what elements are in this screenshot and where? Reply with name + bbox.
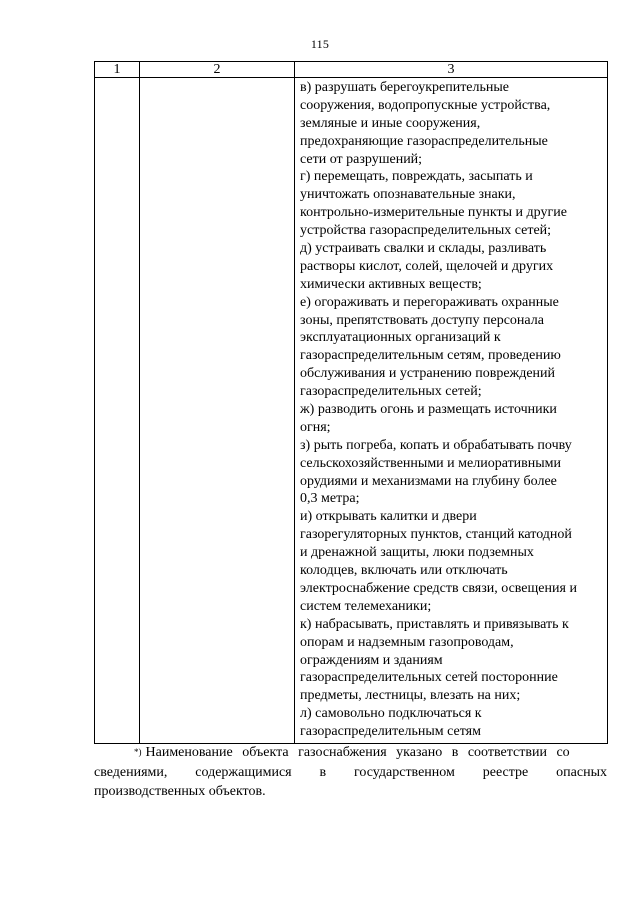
table-cell-col3 xyxy=(295,78,608,744)
restrictions-table xyxy=(94,61,608,744)
footnote-word: содержащимися xyxy=(195,764,292,780)
footnote-marker: *) xyxy=(134,747,142,757)
footnote-word: указано xyxy=(396,745,443,760)
footnote-word: со xyxy=(556,745,570,760)
text-line: е) огораживать и перегораживать охранные xyxy=(300,294,559,310)
restrictions-text xyxy=(295,78,607,743)
footnote-line-3: производственных объектов. xyxy=(94,784,266,799)
text-line: и дренажной защиты, люки подземных xyxy=(300,545,534,561)
text-line: ограждениям и зданиям xyxy=(300,652,443,668)
footnote-word: в xyxy=(451,745,459,760)
page-number: 115 xyxy=(310,37,330,51)
footnote-word: опасных xyxy=(556,764,607,780)
footnote-word: в xyxy=(319,764,327,780)
text-line: эксплуатационных организаций к xyxy=(300,330,501,346)
text-line: газораспределительных сетей; xyxy=(300,384,482,400)
footnote-word: соответствии xyxy=(467,745,547,760)
text-line: сельскохозяйственными и мелиоративными xyxy=(300,455,562,471)
text-line: газорегуляторных пунктов, станций катодной xyxy=(300,527,572,543)
text-line: и) открывать калитки и двери xyxy=(300,509,477,525)
text-line: зоны, препятствовать доступу персонала xyxy=(300,312,544,328)
footnote-word: объекта xyxy=(242,745,289,760)
footnote-line-1 xyxy=(94,743,607,763)
text-line: обслуживания и устранению повреждений xyxy=(300,366,556,382)
table-cell-col2 xyxy=(140,78,295,744)
text-line: устройства газораспределительных сетей; xyxy=(300,223,552,239)
footnote-word: газоснабжения xyxy=(298,745,387,760)
text-line: г) перемещать, повреждать, засыпать и xyxy=(300,169,533,185)
text-line: химически активных веществ; xyxy=(300,276,482,292)
text-line: огня; xyxy=(300,419,331,435)
column-header-3: 3 xyxy=(295,62,608,78)
footnote-word: реестре xyxy=(482,764,529,780)
text-line: сооружения, водопропускные устройства, xyxy=(300,97,551,113)
text-line: орудиями и механизмами на глубину более xyxy=(300,473,557,489)
text-line: земляные и иные сооружения, xyxy=(300,115,481,131)
footnote-word: сведениями, xyxy=(94,764,168,780)
text-line: ж) разводить огонь и размещать источники xyxy=(300,402,557,418)
text-line: растворы кислот, солей, щелочей и других xyxy=(300,258,554,274)
footnote-line-2 xyxy=(94,763,607,783)
table-cell-col1 xyxy=(95,78,140,744)
table-row xyxy=(95,78,608,744)
text-line: з) рыть погреба, копать и обрабатывать почву xyxy=(300,437,572,453)
text-line: газораспределительным сетям xyxy=(300,724,481,740)
text-line: газораспределительных сетей посторонние xyxy=(300,670,558,686)
text-line: опорам и надземным газопроводам, xyxy=(300,634,514,650)
column-header-1: 1 xyxy=(95,62,140,78)
text-line: д) устраивать свалки и склады, разливать xyxy=(300,241,547,257)
text-line: л) самовольно подключаться к xyxy=(300,706,482,722)
text-line: контрольно-измерительные пункты и другие xyxy=(300,205,567,221)
table-header-row xyxy=(95,62,608,78)
footnote-word: государственном xyxy=(354,764,455,780)
text-line: электроснабжение средств связи, освещения и xyxy=(300,580,577,596)
column-header-2: 2 xyxy=(140,62,295,78)
text-line: систем телемеханики; xyxy=(300,598,432,614)
text-line: к) набрасывать, приставлять и привязывать к xyxy=(300,616,569,632)
text-line: колодцев, включать или отключать xyxy=(300,563,508,579)
text-line: предметы, лестницы, влезать на них; xyxy=(300,688,521,704)
text-line: 0,3 метра; xyxy=(300,491,360,507)
text-line: в) разрушать берегоукрепительные xyxy=(300,80,510,95)
text-line: предохраняющие газораспределительные xyxy=(300,133,548,149)
text-line: газораспределительным сетям, проведению xyxy=(300,348,561,364)
text-line: сети от разрушений; xyxy=(300,151,423,167)
footnote-word: Наименование xyxy=(145,745,233,760)
footnote xyxy=(94,743,607,802)
text-line: уничтожать опознавательные знаки, xyxy=(300,187,516,203)
